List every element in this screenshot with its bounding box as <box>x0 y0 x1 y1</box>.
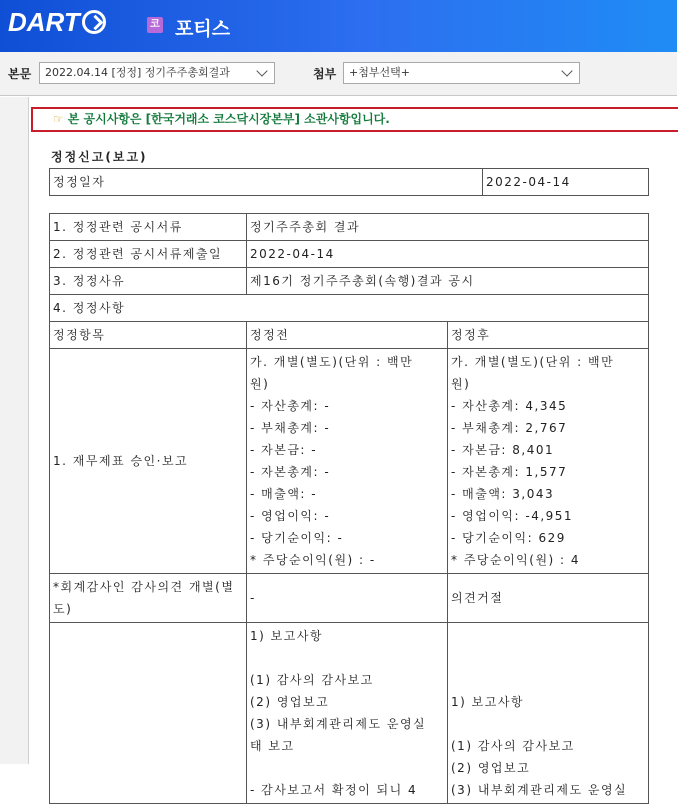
report-after-cell <box>448 623 649 804</box>
report-before-line: 1) 보고사항 <box>250 629 323 643</box>
fin-before-line: - 자본금: - <box>250 443 318 457</box>
report-before-cell <box>247 623 448 804</box>
fin-after-line: 가. 개별(별도)(단위 : 백만 <box>451 355 615 369</box>
date-value: 2022-04-14 <box>483 169 649 196</box>
app-header <box>0 0 677 52</box>
report-before-line: (2) 영업보고 <box>250 695 330 709</box>
report-after-spacer <box>451 669 645 691</box>
chevron-down-icon <box>256 65 267 76</box>
main-doc-select[interactable] <box>39 62 275 84</box>
fin-after-line: - 부채총계: 2,767 <box>451 421 568 435</box>
fin-after-cell <box>448 349 649 574</box>
fin-after-line: - 자산총계: 4,345 <box>451 399 568 413</box>
attachment-select-value: +첨부선택+ <box>349 66 410 79</box>
fin-after-line: - 자본금: 8,401 <box>451 443 555 457</box>
report-after-line: (1) 감사의 감사보고 <box>451 739 575 753</box>
report-after-line: 1) 보고사항 <box>451 695 524 709</box>
table-row <box>50 295 649 322</box>
correction-detail-table <box>49 213 649 804</box>
notice-text: 본 공시사항은 [한국거래소 코스닥시장본부] 소관사항입니다. <box>67 112 390 126</box>
table-row <box>50 268 649 295</box>
fin-after-line: - 당기순이익: 629 <box>451 531 566 545</box>
date-label: 정정일자 <box>50 169 483 196</box>
report-before-line <box>250 647 444 669</box>
attachment-select[interactable] <box>343 62 580 84</box>
row-value: 정기주주총회 결과 <box>247 214 649 241</box>
pointing-hand-icon: ☞ <box>53 112 64 126</box>
correction-date-table <box>49 168 649 196</box>
table-row <box>50 574 649 623</box>
document-view[interactable] <box>28 97 677 797</box>
fin-item-label: 1. 재무제표 승인·보고 <box>50 349 247 574</box>
col-header-before: 정정전 <box>247 322 448 349</box>
fin-before-line: 가. 개별(별도)(단위 : 백만 <box>250 355 414 369</box>
audit-before: - <box>247 574 448 623</box>
fin-before-line: 원) <box>250 377 270 391</box>
document-toolbar <box>0 52 677 96</box>
table-row <box>50 241 649 268</box>
attachment-label: 첨부 <box>313 67 337 81</box>
company-name[interactable]: 포티스 <box>175 18 231 40</box>
dart-logo[interactable] <box>8 9 106 35</box>
row-label: 2. 정정관련 공시서류제출일 <box>50 241 247 268</box>
col-header-item: 정정항목 <box>50 322 247 349</box>
content-area <box>0 97 677 797</box>
row-value: 제16기 정기주주총회(속행)결과 공시 <box>247 268 649 295</box>
report-after-spacer <box>451 713 645 735</box>
report-before-line: (1) 감사의 감사보고 <box>250 673 374 687</box>
main-doc-label: 본문 <box>8 67 32 81</box>
logo-mark-icon <box>82 10 106 34</box>
doc-title: 정정신고(보고) <box>51 150 148 164</box>
section-heading: 4. 정정사항 <box>50 295 649 322</box>
table-header-row <box>50 322 649 349</box>
row-label: 1. 정정관련 공시서류 <box>50 214 247 241</box>
report-after-spacer <box>451 647 645 669</box>
main-doc-select-value: 2022.04.14 [정정] 정기주주총회결과 <box>45 66 230 79</box>
fin-after-line: - 자본총계: 1,577 <box>451 465 568 479</box>
fin-before-line: * 주당순이익(원) : - <box>250 553 376 567</box>
market-badge: 코 <box>147 17 163 33</box>
report-before-line: - 감사보고서 확정이 되니 4 <box>250 783 418 797</box>
table-row <box>50 214 649 241</box>
fin-before-line: - 자산총계: - <box>250 399 331 413</box>
row-label: 3. 정정사유 <box>50 268 247 295</box>
fin-before-line: - 매출액: - <box>250 487 318 501</box>
fin-after-line: 원) <box>451 377 471 391</box>
fin-before-line: - 자본총계: - <box>250 465 331 479</box>
chevron-down-icon <box>561 65 572 76</box>
fin-before-cell <box>247 349 448 574</box>
fin-after-line: - 매출액: 3,043 <box>451 487 555 501</box>
table-row <box>50 623 649 804</box>
fin-after-line: * 주당순이익(원) : 4 <box>451 553 581 567</box>
report-item-label <box>50 623 247 804</box>
report-before-line: (3) 내부회계관리제도 운영실 <box>250 717 427 731</box>
report-before-line: 태 보고 <box>250 739 295 753</box>
row-value: 2022-04-14 <box>247 241 649 268</box>
report-before-line <box>250 757 444 779</box>
jurisdiction-notice <box>31 107 678 132</box>
fin-before-line: - 당기순이익: - <box>250 531 344 545</box>
logo-text: DART <box>8 7 80 37</box>
report-after-line: (2) 영업보고 <box>451 761 531 775</box>
report-after-spacer <box>451 625 645 647</box>
audit-after: 의견거절 <box>448 574 649 623</box>
fin-before-line: - 부채총계: - <box>250 421 331 435</box>
fin-after-line: - 영업이익: -4,951 <box>451 509 574 523</box>
report-after-line: (3) 내부회계관리제도 운영실 <box>451 783 628 797</box>
col-header-after: 정정후 <box>448 322 649 349</box>
fin-before-line: - 영업이익: - <box>250 509 331 523</box>
audit-item-label: *회계감사인 감사의견 개별(별도) <box>50 574 247 623</box>
table-row <box>50 349 649 574</box>
